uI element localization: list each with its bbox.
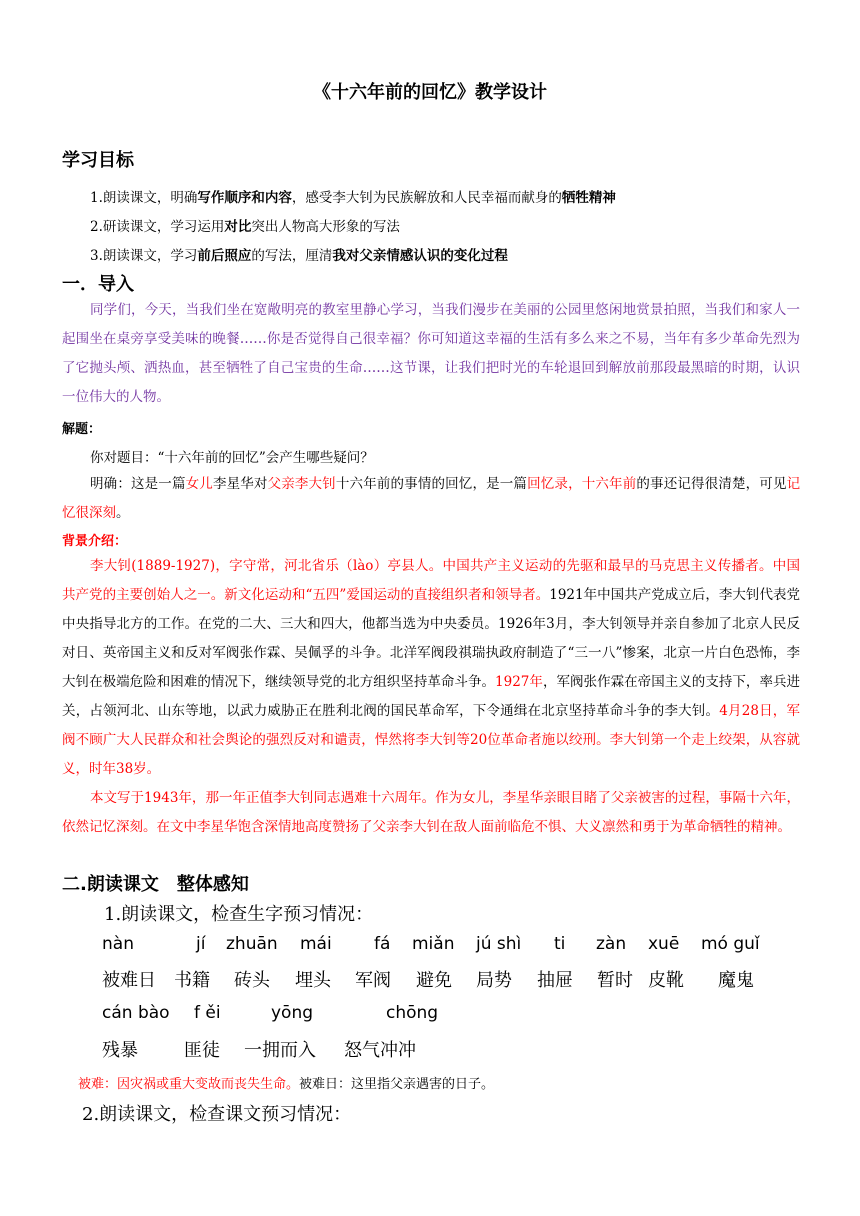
section2-heading: 二.朗读课文 整体感知 (62, 874, 249, 895)
vocab-word: 避免 (416, 970, 452, 991)
pinyin: mó guǐ (701, 934, 760, 954)
vocab-word: 抽屉 (537, 970, 573, 991)
vocab-word: 被难日 (102, 970, 156, 991)
vocab-word: 残暴 (102, 1040, 138, 1061)
pinyin: nàn (102, 934, 134, 954)
vocab-word: 一拥而入 (244, 1040, 316, 1061)
pinyin: cán bào (102, 1003, 170, 1023)
jieti-label: 解题： (62, 422, 102, 437)
vocab-word: 军阀 (355, 970, 391, 991)
pinyin: miǎn (412, 934, 455, 954)
pinyin: jú shì (476, 934, 522, 954)
pinyin: zàn (596, 934, 627, 954)
goal-item-2: 2.研读课文，学习运用对比突出人物高大形象的写法 (90, 219, 400, 235)
goal-item-3: 3.朗读课文，学习前后照应的写法，厘清我对父亲情感认识的变化过程 (90, 248, 508, 264)
pinyin: yōng (271, 1003, 314, 1023)
pinyin: ti (554, 934, 566, 954)
vocab-word: 皮靴 (648, 970, 684, 991)
background-paragraph-2: 本文写于1943年，那一年正值李大钊同志遇难十六周年。作为女儿，李星华亲眼目睹了父亲被害的过程，事隔十六年，依然记忆深刻。在文中李星华饱含深情地高度赞扬了父亲李大钊在敌人面前临危不惧、大义凛然和勇于为革命牺牲的精神。 (62, 790, 800, 835)
section2-item-2: 2.朗读课文，检查课文预习情况： (82, 1104, 352, 1125)
vocab-word: 暂时 (597, 970, 633, 991)
page-title: 《十六年前的回忆》教学设计 (313, 82, 547, 103)
intro-paragraph: 同学们，今天，当我们坐在宽敞明亮的教室里静心学习，当我们漫步在美丽的公园里悠闲地赏景拍照，当我们和家人一起围坐在桌旁享受美味的晚餐……你是否觉得自己很幸福？你可知道这幸福的生活有多么来之不易，当年有多少革命先烈为了它抛头颅、洒热血，甚至牺牲了自己宝贵的生命……这节课，让我们把时光的车轮退回到解放前那段最黑暗的时期，认识一位伟大的人物。 (62, 302, 800, 405)
pinyin: xuē (648, 934, 680, 954)
pinyin: chōng (386, 1003, 439, 1023)
vocab-word: 局势 (476, 970, 512, 991)
vocab-note: 被难：因灾祸或重大变故而丧失生命。被难日：这里指父亲遇害的日子。 (78, 1077, 495, 1092)
section1-heading: 一．导入 (62, 274, 134, 295)
title-answer: 明确：这是一篇女儿李星华对父亲李大钊十六年前的事情的回忆，是一篇回忆录，十六年前的事还记得很清楚，可见记忆很深刻。 (62, 476, 801, 521)
pinyin: mái (300, 934, 332, 954)
title-question: 你对题目：“十六年前的回忆”会产生哪些疑问？ (90, 450, 374, 466)
vocab-word: 匪徒 (184, 1040, 220, 1061)
section2-item-1: 1.朗读课文，检查生字预习情况： (104, 904, 374, 925)
pinyin: fá (374, 934, 391, 954)
vocab-word: 砖头 (234, 970, 270, 991)
goals-heading: 学习目标 (62, 150, 134, 171)
vocab-word: 魔鬼 (718, 970, 754, 991)
vocab-word: 书籍 (174, 970, 210, 991)
vocab-word: 怒气冲冲 (344, 1040, 416, 1061)
pinyin: f ěi (194, 1003, 221, 1023)
background-label: 背景介绍： (62, 534, 128, 549)
vocab-word: 埋头 (295, 970, 331, 991)
background-paragraph-1: 李大钊(1889-1927)，字守常，河北省乐（lào）亭县人。中国共产主义运动的先驱和最早的马克思主义传播者。中国共产党的主要创始人之一。新文化运动和“五四”爱国运动的直接组织者和领导者。1921年中国共产党成立后，李大钊代表党中央指导北方的工作。在党的二大、三大和四大，他都当选为中央委员。1926年3月，李大钊领导并亲自参加了北京人民反对日、英帝国主义和反对军阀张作霖、吴佩孚的斗争。北洋军阀段祺瑞执政府制造了“三一八”惨案，北京一片白色恐怖，李大钊在极端危险和困难的情况下，继续领导党的北方组织坚持革命斗争。1927年，军阀张作霖在帝国主义的支持下，率兵进关，占领河北、山东等地，以武力威胁正在胜利北阀的国民革命军，下令通缉在北京坚持革命斗争的李大钊。4月28日，军阀不顾广大人民群众和社会舆论的强烈反对和谴责，悍然将李大钊等20位革命者施以绞刑。李大钊第一个走上绞架，从容就义，时年38岁。 (62, 558, 801, 777)
pinyin: jí (196, 934, 206, 954)
goal-item-1: 1.朗读课文，明确写作顺序和内容，感受李大钊为民族解放和人民幸福而献身的牺牲精神 (90, 190, 616, 206)
pinyin: zhuān (226, 934, 278, 954)
